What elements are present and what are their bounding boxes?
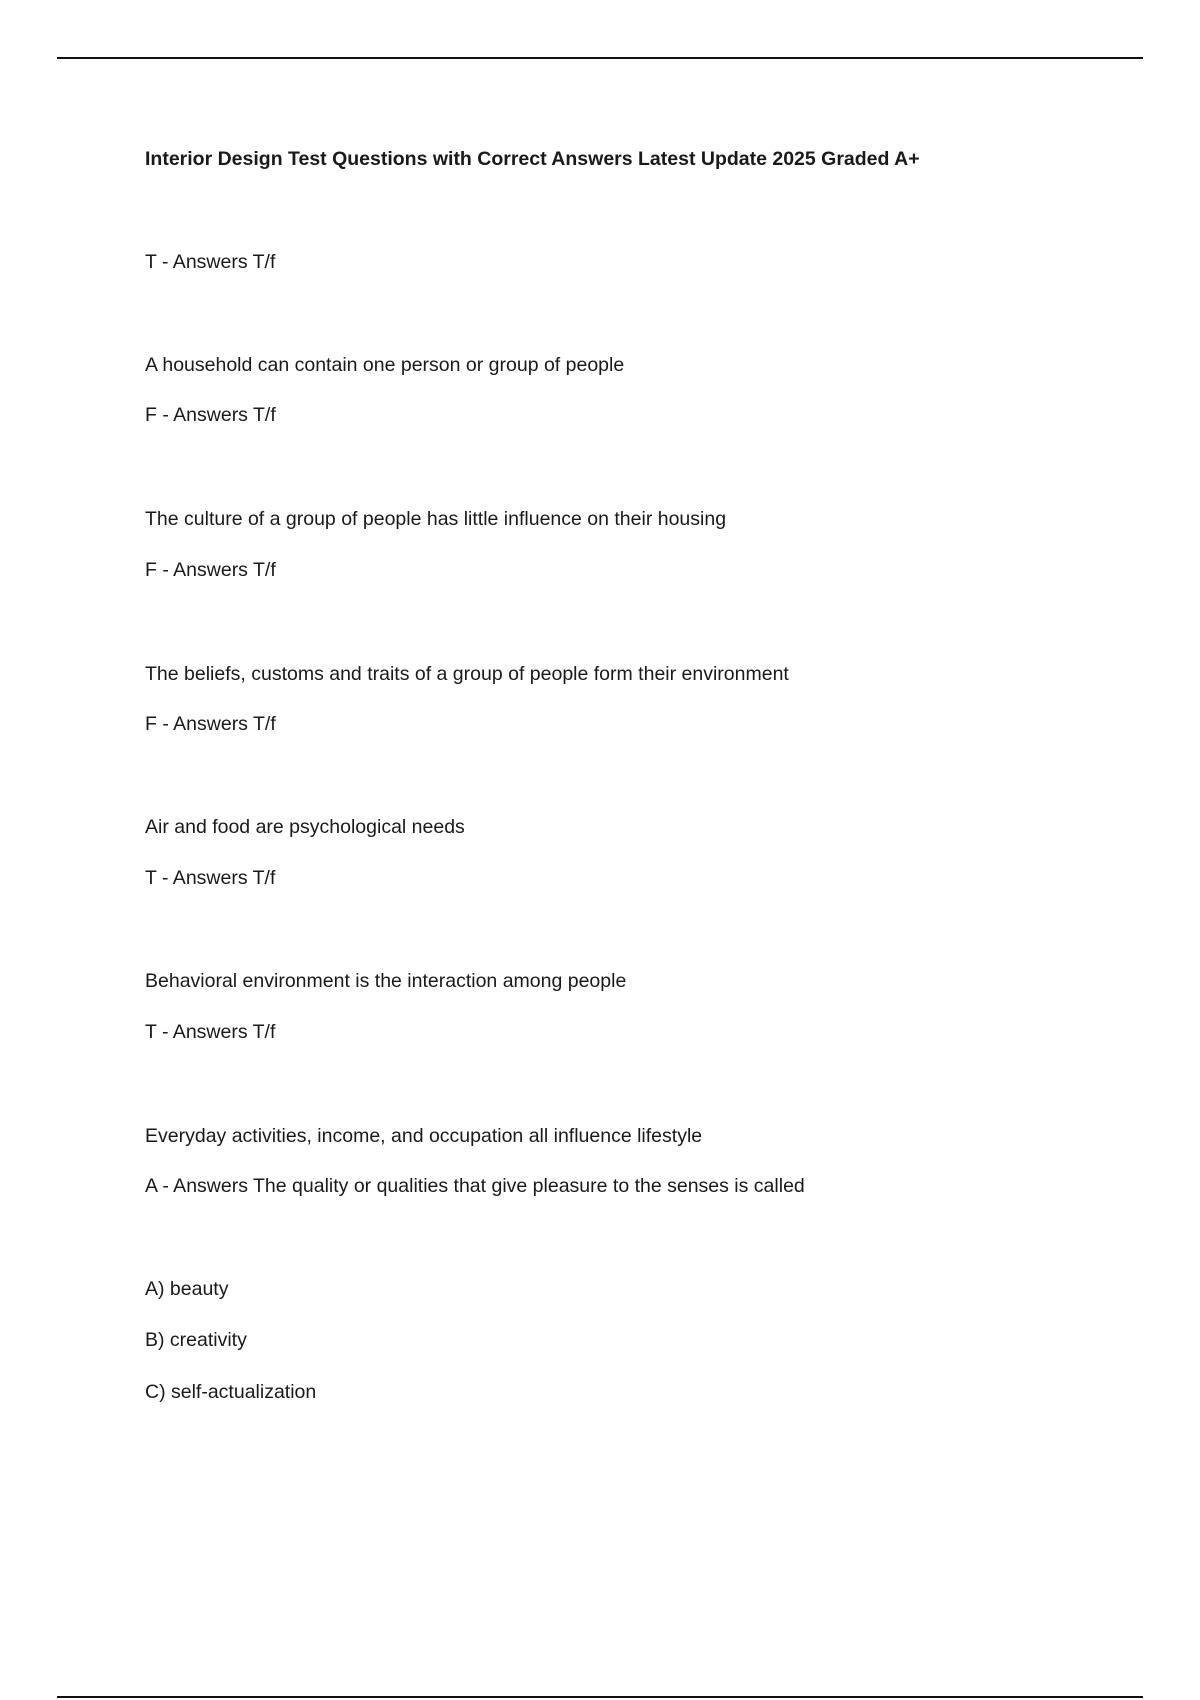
question-line: Behavioral environment is the interaction among people xyxy=(145,970,627,992)
question-line: The culture of a group of people has little influence on their housing xyxy=(145,508,727,530)
answer-line: T - Answers T/f xyxy=(145,867,276,889)
option-line: B) creativity xyxy=(145,1329,247,1351)
question-line: A household can contain one person or group of people xyxy=(145,354,625,376)
header-rule xyxy=(57,57,1143,59)
answer-line: F - Answers T/f xyxy=(145,713,276,735)
document-title: Interior Design Test Questions with Correct Answers Latest Update 2025 Graded A+ xyxy=(145,148,920,170)
question-line: The beliefs, customs and traits of a group of people form their environment xyxy=(145,663,789,685)
question-line: Everyday activities, income, and occupation all influence lifestyle xyxy=(145,1125,703,1147)
footer-rule xyxy=(57,1696,1143,1698)
answer-line: T - Answers T/f xyxy=(145,1021,276,1043)
answer-line: A - Answers The quality or qualities that give pleasure to the senses is called xyxy=(145,1175,805,1197)
option-line: A) beauty xyxy=(145,1278,229,1300)
question-line: Air and food are psychological needs xyxy=(145,816,465,838)
answer-line: F - Answers T/f xyxy=(145,404,276,426)
answer-line: T - Answers T/f xyxy=(145,251,276,273)
option-line: C) self-actualization xyxy=(145,1381,317,1403)
answer-line: F - Answers T/f xyxy=(145,559,276,581)
